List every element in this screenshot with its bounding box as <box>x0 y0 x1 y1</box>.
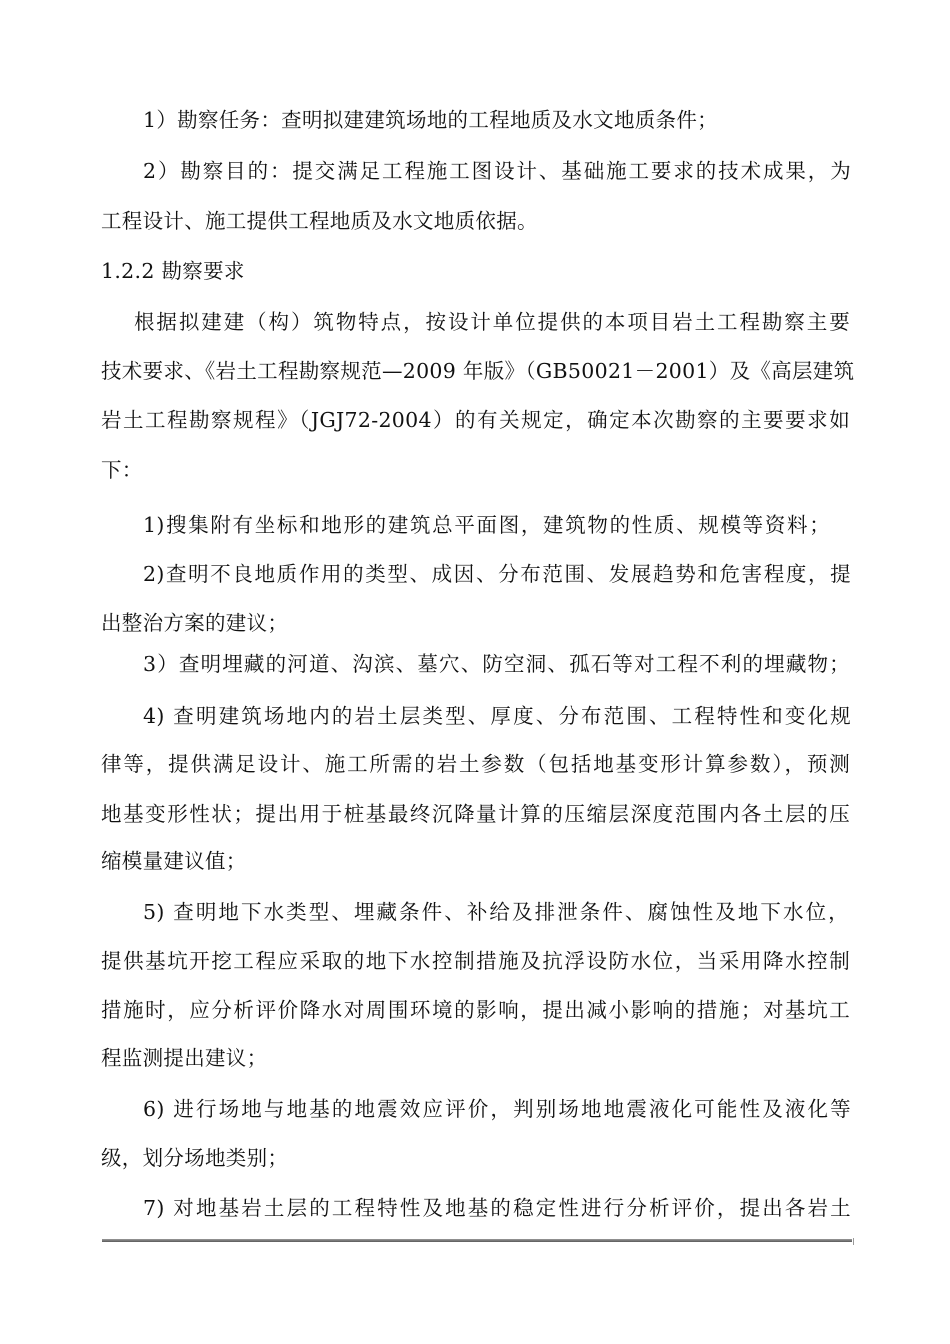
requirement-item-4-cont: 地基变形性状；提出用于桩基最终沉降量计算的压缩层深度范围内各土层的压 <box>101 802 850 826</box>
paragraph-line: 岩土工程勘察规程》（JGJ72-2004）的有关规定，确定本次勘察的主要要求如 <box>101 408 850 432</box>
requirement-item-4-cont: 律等，提供满足设计、施工所需的岩土参数（包括地基变形计算参数），预测 <box>101 752 850 776</box>
requirement-item-5-cont: 措施时，应分析评价降水对周围环境的影响，提出减小影响的措施；对基坑工 <box>101 998 850 1022</box>
footer-divider <box>102 1239 852 1242</box>
requirement-item-5-cont: 程监测提出建议； <box>101 1046 268 1070</box>
section-heading: 1.2.2 勘察要求 <box>101 259 245 283</box>
requirement-item-4: 4) 查明建筑场地内的岩土层类型、厚度、分布范围、工程特性和变化规 <box>143 704 851 728</box>
requirement-item-4-cont: 缩模量建议值； <box>101 849 247 873</box>
requirement-item-2: 2)查明不良地质作用的类型、成因、分布范围、发展趋势和危害程度，提 <box>143 562 851 586</box>
requirement-item-6: 6) 进行场地与地基的地震效应评价，判别场地地震液化可能性及液化等 <box>143 1097 851 1121</box>
paragraph-line: 技术要求、《岩土工程勘察规范—2009 年版》（GB50021－2001）及《高层建筑 <box>101 359 855 383</box>
paragraph-line: 下： <box>101 458 143 482</box>
task-item-2-cont: 工程设计、施工提供工程地质及水文地质依据。 <box>101 209 538 233</box>
requirement-item-7: 7) 对地基岩土层的工程特性及地基的稳定性进行分析评价，提出各岩土 <box>143 1196 851 1220</box>
task-item-2: 2）勘察目的：提交满足工程施工图设计、基础施工要求的技术成果，为 <box>143 159 851 183</box>
paragraph-line: 根据拟建建（构）筑物特点，按设计单位提供的本项目岩土工程勘察主要 <box>134 310 850 334</box>
requirement-item-1: 1)搜集附有坐标和地形的建筑总平面图，建筑物的性质、规模等资料； <box>143 513 830 537</box>
requirement-item-5-cont: 提供基坑开挖工程应采取的地下水控制措施及抗浮设防水位，当采用降水控制 <box>101 949 850 973</box>
requirement-item-2-cont: 出整治方案的建议； <box>101 611 289 635</box>
footer-divider-tick <box>853 1238 854 1245</box>
requirement-item-5: 5) 查明地下水类型、埋藏条件、补给及排泄条件、腐蚀性及地下水位， <box>143 900 849 924</box>
task-item-1: 1）勘察任务：查明拟建建筑场地的工程地质及水文地质条件； <box>143 108 718 132</box>
requirement-item-3: 3）查明埋藏的河道、沟滨、墓穴、防空洞、孤石等对工程不利的埋藏物； <box>143 652 850 676</box>
requirement-item-6-cont: 级，划分场地类别； <box>101 1146 289 1170</box>
